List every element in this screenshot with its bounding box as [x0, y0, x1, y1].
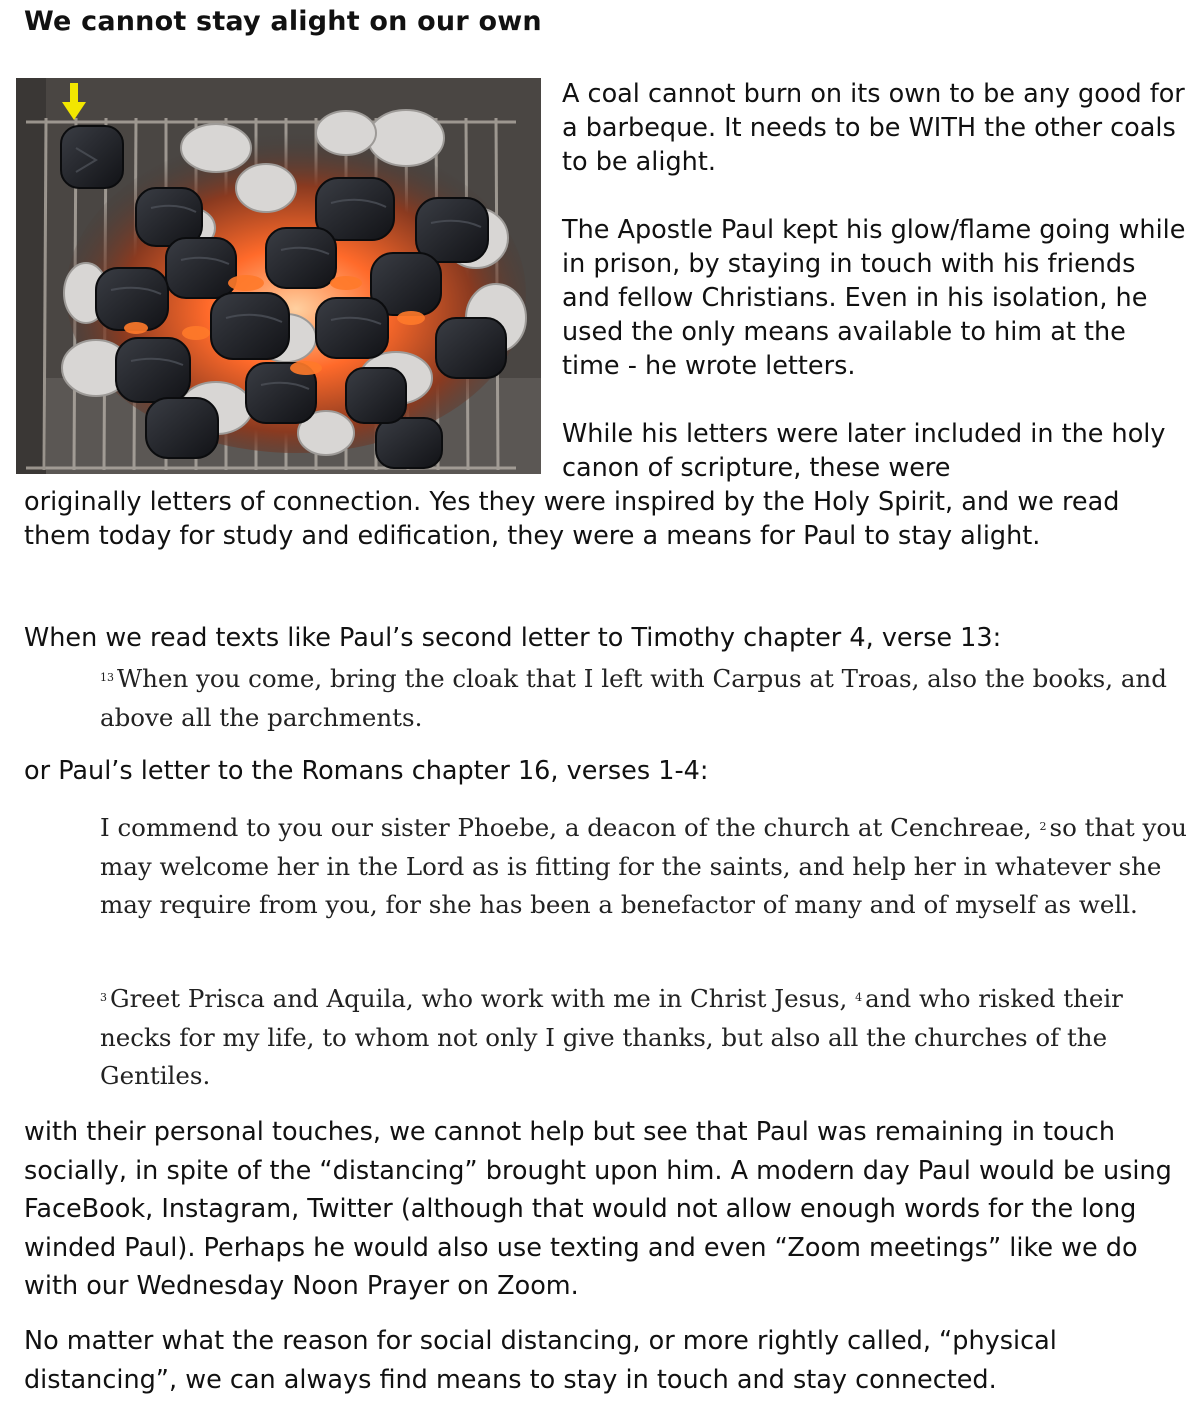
page-title: We cannot stay alight on our own — [24, 6, 542, 37]
quote-timothy — [100, 659, 1190, 737]
verse-number: 3 — [100, 991, 107, 1004]
quote-text: When you come, bring the cloak that I left with Carpus at Troas, also the books, and above all the parchments. — [100, 664, 1167, 732]
verse-number: 13 — [100, 671, 114, 684]
quote-romans-3-4 — [100, 979, 1190, 1096]
quote-text: and who risked their necks for my life, to whom not only I give thanks, but also all the churches of the Gentiles. — [100, 984, 1123, 1090]
verse-number: 4 — [855, 991, 863, 1004]
coals-on-grill-illustration — [16, 78, 541, 474]
paragraph-closing: No matter what the reason for social distancing, or more rightly called, “physical distancing”, we can always find means to stay in touch and stay connected. — [24, 1326, 1057, 1395]
paragraph-conclusion: with their personal touches, we cannot help but see that Paul was remaining in touch socially, in spite of the “distancing” brought upon him. A modern day Paul would be using FaceBook, Instagram, Twitter (although that would not allow enough words for the long winded Paul). Perhaps he would also use texting and even “Zoom meetings” like we do with our Wednesday Noon Prayer on Zoom. — [24, 1117, 1172, 1301]
quote-text: I commend to you our sister Phoebe, a deacon of the church at Cenchreae, — [100, 813, 1040, 842]
verse-number: 2 — [1039, 820, 1047, 833]
coals-photo — [16, 78, 541, 474]
paragraph-coal: A coal cannot burn on its own to be any good for a barbeque. It needs to be WITH the other coals to be alight. — [562, 79, 1185, 177]
intro-timothy: When we read texts like Paul’s second letter to Timothy chapter 4, verse 13: — [24, 623, 1002, 653]
paragraph-letters-continued: originally letters of connection. Yes they were inspired by the Holy Spirit, and we read them today for study and edification, they were a means for Paul to stay alight. — [24, 487, 1120, 551]
quote-text: so that you may welcome her in the Lord as is fitting for the saints, and help her in whatever she may require from you, for she has been a benefactor of many and of myself as well. — [100, 813, 1187, 919]
paragraph-paul-prison: The Apostle Paul kept his glow/flame going while in prison, by staying in touch with his friends and fellow Christians. Even in his isolation, he used the only means available to him at the time - he wrote letters. — [562, 215, 1186, 381]
quote-text: Greet Prisca and Aquila, who work with me in Christ Jesus, — [110, 984, 856, 1013]
quote-romans-1-2 — [100, 808, 1190, 925]
paragraph-letters-start: While his letters were later included in the holy canon of scripture, these were — [562, 419, 1166, 483]
intro-romans: or Paul’s letter to the Romans chapter 16, verses 1-4: — [24, 756, 709, 786]
